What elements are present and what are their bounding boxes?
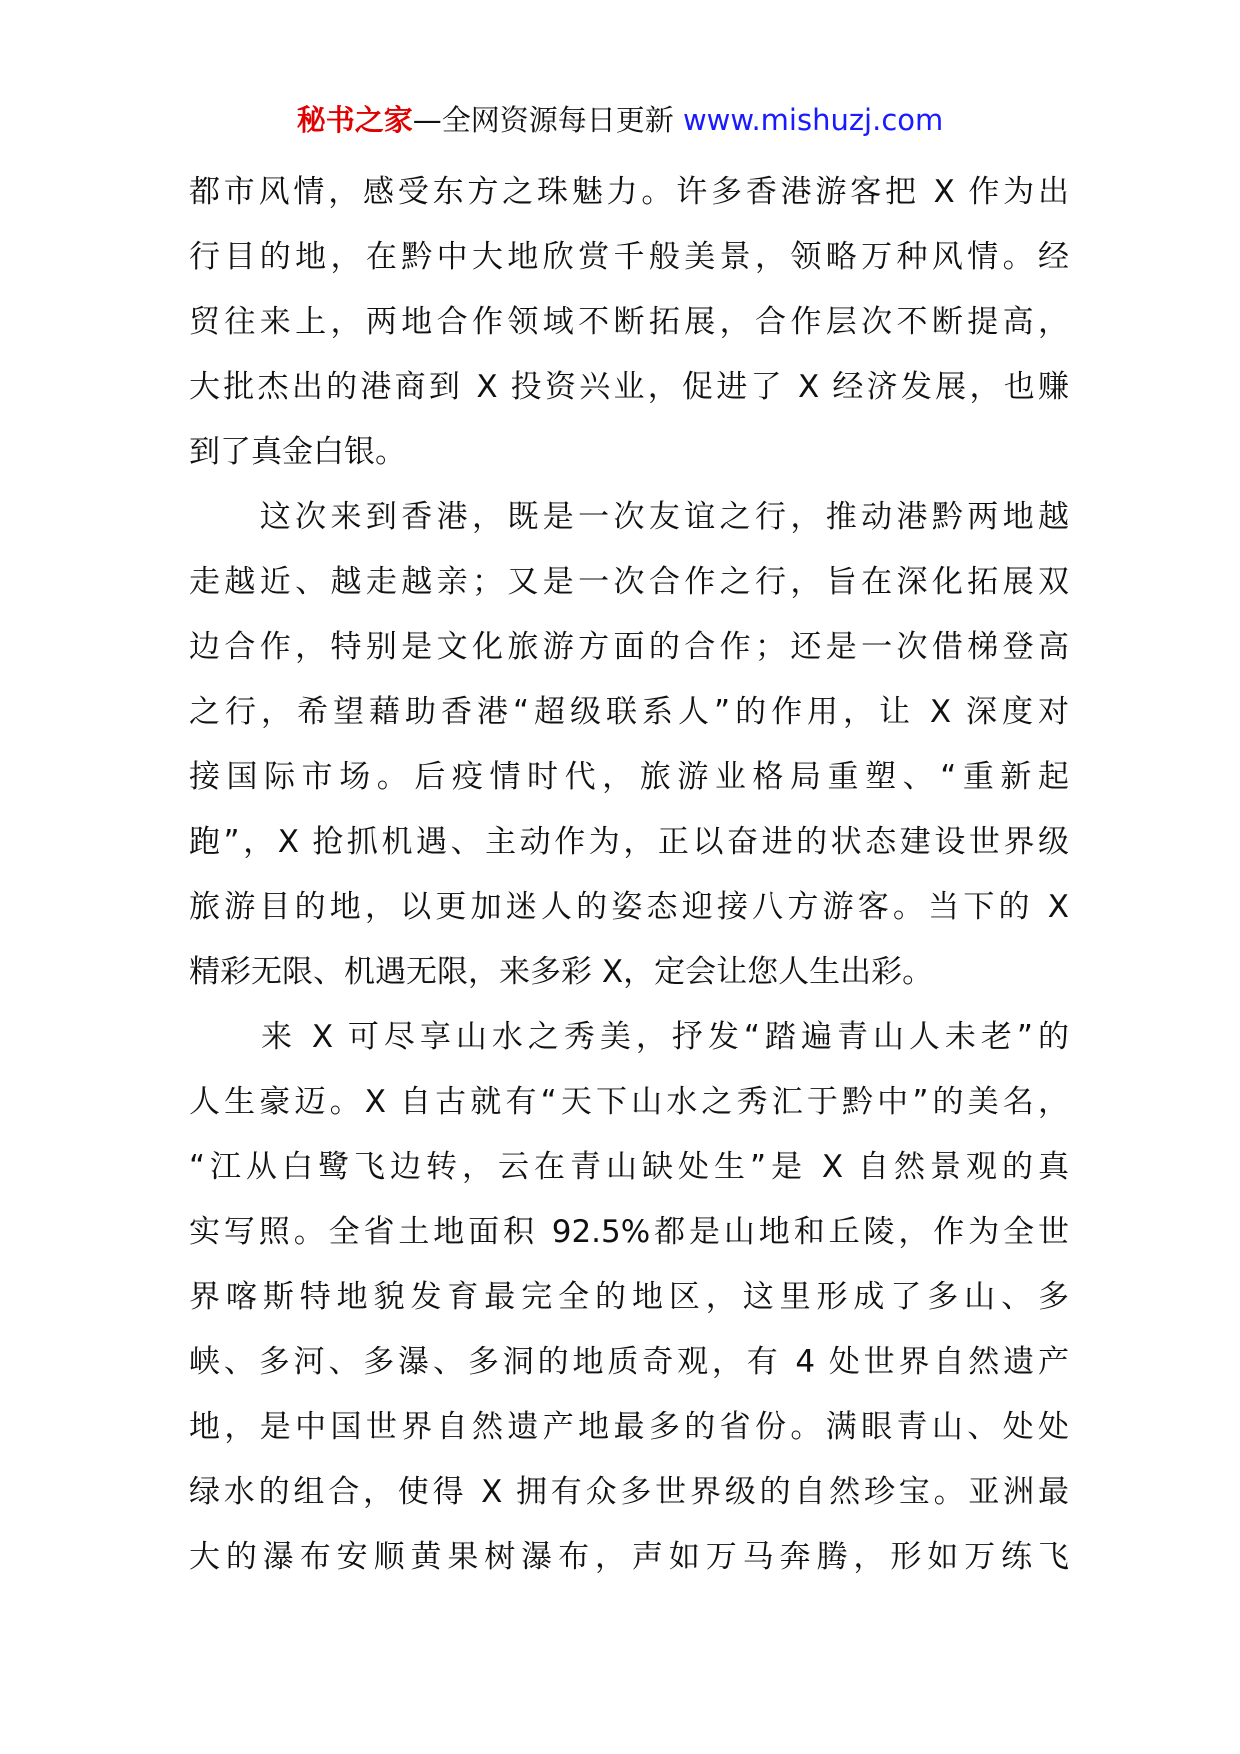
text-line: 接国际市场。后疫情时代，旅游业格局重塑、“重新起: [189, 759, 1069, 795]
text-line: 精彩无限、机遇无限，来多彩 X，定会让您人生出彩。: [189, 954, 934, 990]
text-line: 人生豪迈。X 自古就有“天下山水之秀汇于黔中”的美名，: [189, 1084, 1069, 1120]
text-line: 绿水的组合，使得 X 拥有众多世界级的自然珍宝。亚洲最: [189, 1474, 1069, 1510]
text-line: 都市风情，感受东方之珠魅力。许多香港游客把 X 作为出: [189, 174, 1069, 210]
text-line: 峡、多河、多瀑、多洞的地质奇观，有 4 处世界自然遗产: [189, 1344, 1069, 1380]
text-line: 行目的地，在黔中大地欣赏千般美景，领略万种风情。经: [189, 239, 1069, 275]
text-line: 边合作，特别是文化旅游方面的合作；还是一次借梯登高: [189, 629, 1069, 665]
text-line: 旅游目的地，以更加迷人的姿态迎接八方游客。当下的 X: [189, 889, 1069, 925]
text-line: 来 X 可尽享山水之秀美，抒发“踏遍青山人未老”的: [189, 1019, 1069, 1055]
text-line: 贸往来上，两地合作领域不断拓展，合作层次不断提高，: [189, 304, 1069, 340]
site-url-link[interactable]: www.mishuzj.com: [682, 103, 944, 137]
text-line: 这次来到香港，既是一次友谊之行，推动港黔两地越: [189, 499, 1069, 535]
header-tagline: —全网资源每日更新: [412, 103, 683, 137]
text-line: 走越近、越走越亲；又是一次合作之行，旨在深化拓展双: [189, 564, 1069, 600]
page-header: [0, 100, 1240, 140]
brand-name: 秘书之家: [296, 103, 413, 137]
text-line: 界喀斯特地貌发育最完全的地区，这里形成了多山、多: [189, 1279, 1069, 1315]
text-line: 实写照。全省土地面积 92.5%都是山地和丘陵，作为全世: [189, 1214, 1069, 1250]
text-line: “江从白鹭飞边转，云在青山缺处生”是 X 自然景观的真: [189, 1149, 1069, 1185]
document-body: [189, 160, 1069, 1590]
text-line: 地，是中国世界自然遗产地最多的省份。满眼青山、处处: [189, 1409, 1069, 1445]
text-line: 到了真金白银。: [189, 434, 406, 470]
text-line: 大的瀑布安顺黄果树瀑布，声如万马奔腾，形如万练飞: [189, 1539, 1069, 1575]
text-line: 之行，希望藉助香港“超级联系人”的作用，让 X 深度对: [189, 694, 1069, 730]
text-line: 跑”，X 抢抓机遇、主动作为，正以奋进的状态建设世界级: [189, 824, 1069, 860]
text-line: 大批杰出的港商到 X 投资兴业，促进了 X 经济发展，也赚: [189, 369, 1069, 405]
